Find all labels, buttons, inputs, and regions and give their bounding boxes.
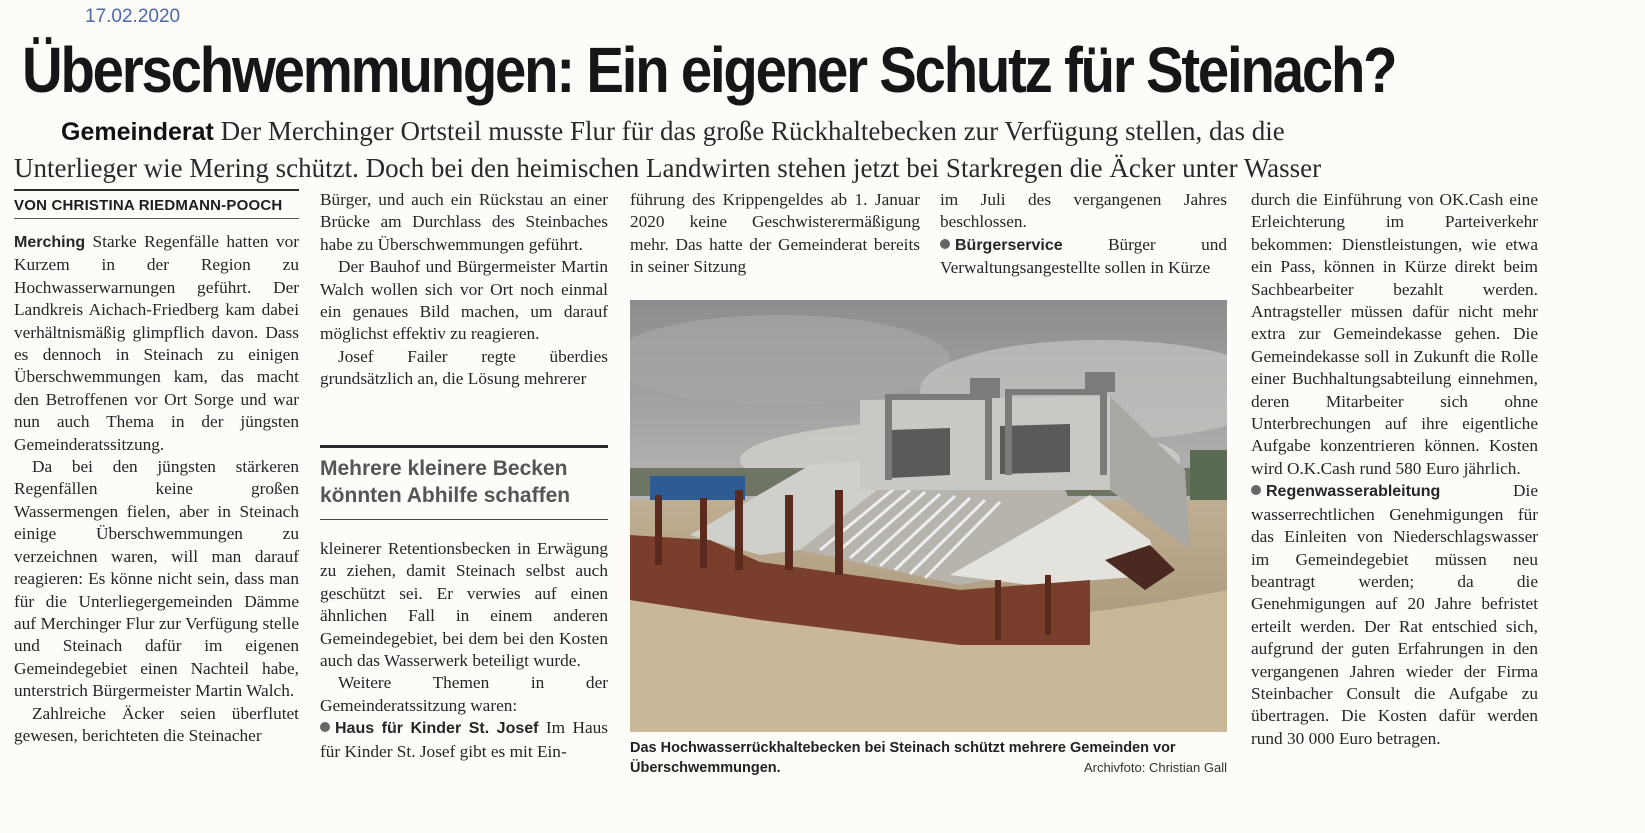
paragraph: im Juli des vergangenen Jahres beschlossen. bbox=[940, 190, 1227, 232]
article-column-1 bbox=[14, 231, 299, 747]
article-column-4-top bbox=[940, 189, 1227, 280]
paragraph-text: Bürger und Verwaltungsangestellte sollen in Kürze bbox=[940, 234, 1227, 278]
topic-heading: Haus für Kinder St. Josef bbox=[335, 720, 539, 738]
paragraph: Josef Failer regte überdies grundsätzlich an, die Lösung mehrerer bbox=[320, 346, 608, 389]
topic-heading: Regenwasserableitung bbox=[1266, 483, 1441, 501]
byline: VON CHRISTINA RIEDMANN-POOCH bbox=[14, 189, 299, 219]
deck-line-1: Der Merchinger Ortsteil musste Flur für das große Rückhaltebecken zur Verfügung stellen, das die bbox=[220, 116, 1285, 146]
paragraph-text: Starke Regenfälle hatten vor Kurzem in der Region zu Hochwasserwarnungen geführt. Der Landkreis Aichach-Friedberg kam dabei verhältnismäßig glimpflich davon. Dass es dennoch in Steinach zu einigen Überschwemmungen kam, das macht den Betroffenen vor Ort Sorge und war nun auch Thema in der jüngsten Gemeinderatssitzung. bbox=[14, 232, 299, 454]
paragraph: führung des Krippengeldes ab 1. Januar 2020 keine Geschwisterermäßigung mehr. Das hatte der Gemeinderat bereits in seiner Sitzung bbox=[630, 190, 920, 277]
paragraph bbox=[320, 717, 608, 763]
deck bbox=[14, 113, 1644, 186]
paragraph: Weitere Themen in der Gemeinderatssitzung waren: bbox=[320, 673, 608, 715]
bullet-icon bbox=[1251, 485, 1261, 495]
article-column-5 bbox=[1251, 189, 1538, 750]
paragraph: Bürger, und auch ein Rückstau an einer Brücke am Durchlass des Steinbaches habe zu Überschwemmungen geführt. bbox=[320, 190, 608, 254]
topic-heading: Bürgerservice bbox=[955, 236, 1063, 254]
photo-credit: Archivfoto: Christian Gall bbox=[1083, 760, 1227, 775]
dateline: Merching bbox=[14, 234, 86, 251]
bullet-icon bbox=[940, 239, 950, 249]
photo-caption: Das Hochwasserrückhaltebecken bei Steinach schützt mehrere Gemeinden vor Überschwemmungen. bbox=[630, 740, 1176, 776]
paragraph: Der Bauhof und Bürgermeister Martin Walch wollen sich vor Ort noch einmal ein genaues Bild machen, um darauf möglichst effektiv zu reagieren. bbox=[320, 257, 608, 344]
paragraph: Zahlreiche Äcker seien überflutet gewesen, berichteten die Steinacher bbox=[14, 703, 299, 745]
bullet-icon bbox=[320, 722, 330, 732]
article-column-3-top bbox=[630, 189, 920, 279]
subheadline: Mehrere kleinere Becken könnten Abhilfe schaffen bbox=[320, 445, 608, 520]
flood-basin-photo bbox=[630, 300, 1227, 732]
paragraph bbox=[1251, 480, 1538, 750]
paragraph-text: Die wasserrechtlichen Genehmigungen für das Einleiten von Niederschlagswasser im Gemeindegebiet müssen neu beantragt werden; da die Genehmigungen auf 20 Jahre befristet erteilt werden. Der Rat entschied sich, aufgrund der guten Erfahrungen in den vergangenen Jahren wieder der Firma Steinbacher Consult die Aufgabe zu übertragen. Die Kosten dafür werden rund 30 000 Euro betragen. bbox=[1251, 481, 1538, 748]
deck-line-2: Unterlieger wie Mering schützt. Doch bei den heimischen Landwirten stehen jetzt bei Starkregen die Äcker unter Wasser bbox=[14, 153, 1322, 183]
paragraph bbox=[940, 234, 1227, 280]
deck-kicker: Gemeinderat bbox=[61, 118, 214, 146]
publication-date: 17.02.2020 bbox=[85, 6, 181, 27]
paragraph: Da bei den jüngsten stärkeren Regenfällen keine großen Wassermengen fielen, aber in Steinach einige Überschwemmungen zu verzeichnen waren, will man darauf reagieren: Es könne nicht sein, dass man für die Unterliegergemeinden Dämme auf Merchinger Flur zur Verfügung stelle und Steinach dafür im eigenen Gemeindegebiet einen Nachteil habe, unterstrich Bürgermeister Martin Walch. bbox=[14, 457, 299, 701]
paragraph-text: Im Haus für Kinder St. Josef gibt es mit Ein- bbox=[320, 718, 608, 761]
article-column-2-bottom bbox=[320, 538, 608, 763]
paragraph: kleinerer Retentionsbecken in Erwägung zu ziehen, damit Steinach selbst auch geschützt sei. Er verwies auf einen ähnlichen Fall in einem anderen Gemeindegebiet, bei dem bei den Kosten auch das Wasserwerk beteiligt wurde. bbox=[320, 539, 608, 671]
paragraph bbox=[14, 231, 299, 456]
headline: Überschwemmungen: Ein eigener Schutz für Steinach? bbox=[22, 34, 1396, 106]
paragraph: durch die Einführung von OK.Cash eine Erleichterung im Parteiverkehr bekommen: Dienstleistungen, wie etwa ein Pass, können in Kürze direkt beim Sachbearbeiter bezahlt werden. Antragsteller müssen dafür nicht mehr extra zur Gemeindekasse gehen. Die Gemeindekasse soll in Zukunft die Rolle einer Buchhaltungsabteilung einnehmen, deren Mitarbeiter sich ohne Unterbrechungen auf ihre eigentliche Aufgabe konzentrieren können. Kosten wird O.K.Cash rund 580 Euro jährlich. bbox=[1251, 190, 1538, 478]
article-column-2-top bbox=[320, 189, 608, 391]
